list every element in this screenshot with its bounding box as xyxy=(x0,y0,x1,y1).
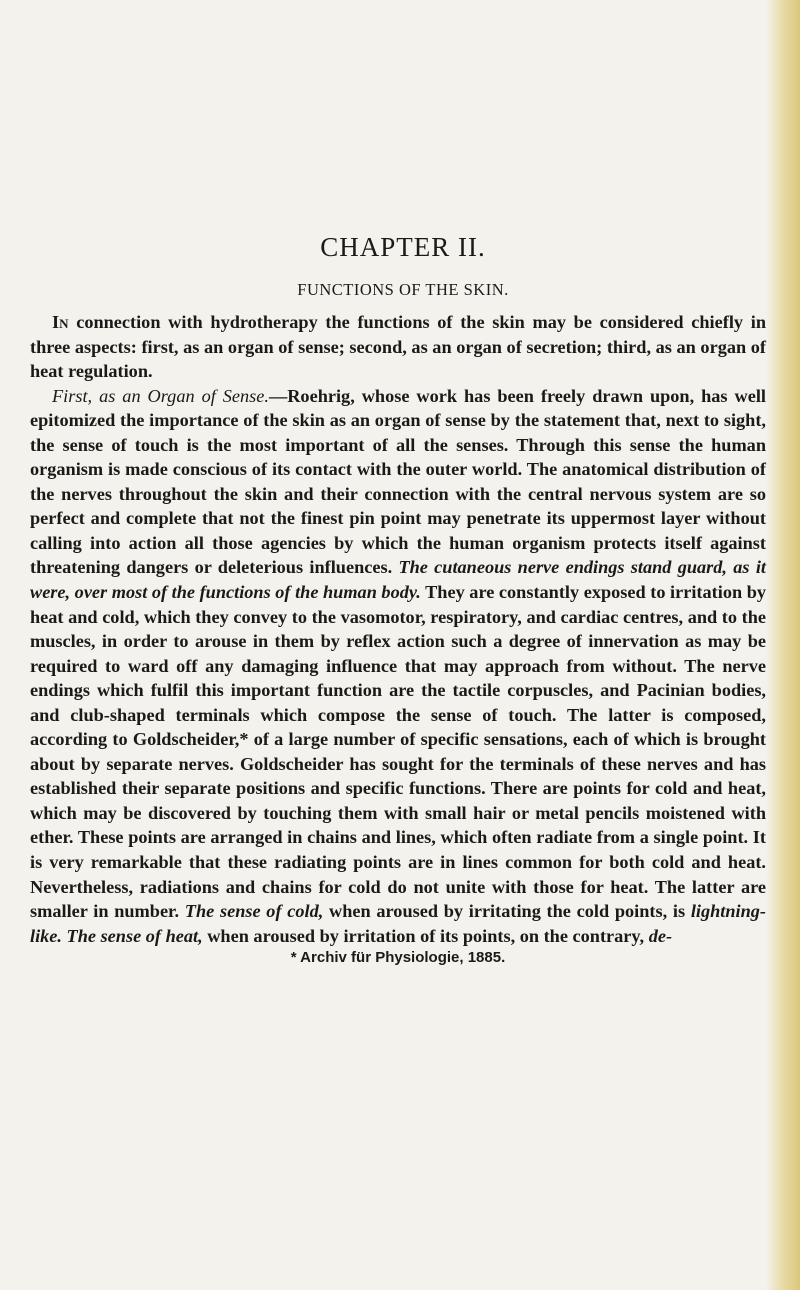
subsection-heading: First, as an Organ of Sense. xyxy=(52,385,269,406)
section-title: FUNCTIONS OF THE SKIN. xyxy=(297,280,509,299)
emphasis-continued-word: de- xyxy=(648,925,673,946)
chapter-title: CHAPTER II. xyxy=(320,232,486,262)
emphasis-nerve-endings: The cutaneous nerve endings stand guard, as it were, over most of the functions of the human body. xyxy=(30,557,766,603)
paragraph-intro xyxy=(30,310,766,384)
paragraph-intro-text: connection with hydrotherapy the functions of the skin may be considered chiefly in three aspects: first, as an organ of sense; second, as an organ of secretion; third, as an organ of heat regulation. xyxy=(30,312,766,382)
footnote: * Archiv für Physiologie, 1885. xyxy=(290,949,506,967)
paragraph-text-b: They are constantly exposed to irritation by heat and cold, which they convey to the vasomotor, respiratory, and cardiac centres, and to the muscles, in order to arouse in them by reflex action such a degree of innervation as may be required to ward off any damaging influence that may approach from without. The nerve endings which fulfil this important function are the tactile corpuscles, and Pacinian bodies, and club-shaped terminals which compose the sense of touch. The latter is composed, according to Goldscheider,* of a large number of specific sensations, each of which is brought about by separate nerves. Goldscheider has sought for the terminals of these nerves and has established their separate positions and specific functions. There are points for cold and heat, which may be discovered by touching them with small hair or metal pencils moistened with ether. These points are arranged in chains and lines, which often radiate from a single point. It is very remarkable that these radiating points are in lines common for both cold and heat. Nevertheless, radiations and chains for cold do not unite with those for heat. The latter are smaller in number. xyxy=(30,582,767,922)
emphasis-sense-of-cold: The sense of cold, xyxy=(184,901,324,922)
paragraph-lead-word: In xyxy=(52,312,69,332)
page-edge-shading xyxy=(766,0,800,1290)
paragraph-text-d: when aroused by irritation of its points, on the contrary, xyxy=(202,925,649,946)
book-page xyxy=(30,230,766,968)
paragraph-organ-of-sense xyxy=(30,384,766,949)
emphasis-sense-of-heat: lightning-like. The sense of heat, xyxy=(30,901,766,946)
paragraph-text-c: when aroused by irritating the cold points, is xyxy=(323,901,691,922)
paragraph-text-a: —Roehrig, whose work has been freely drawn upon, has well epitomized the importance of the skin as an organ of sense by the statement that, next to sight, the sense of touch is the most important of all the senses. Through this sense the human organism is made conscious of its contact with the outer world. The anatomical distribution of the nerves throughout the skin and their connection with the central nervous system are so perfect and complete that not the finest pin point may penetrate its uppermost layer without calling into action all those agencies by which the human organism protects itself against threatening dangers or deleterious influences. xyxy=(30,385,766,578)
